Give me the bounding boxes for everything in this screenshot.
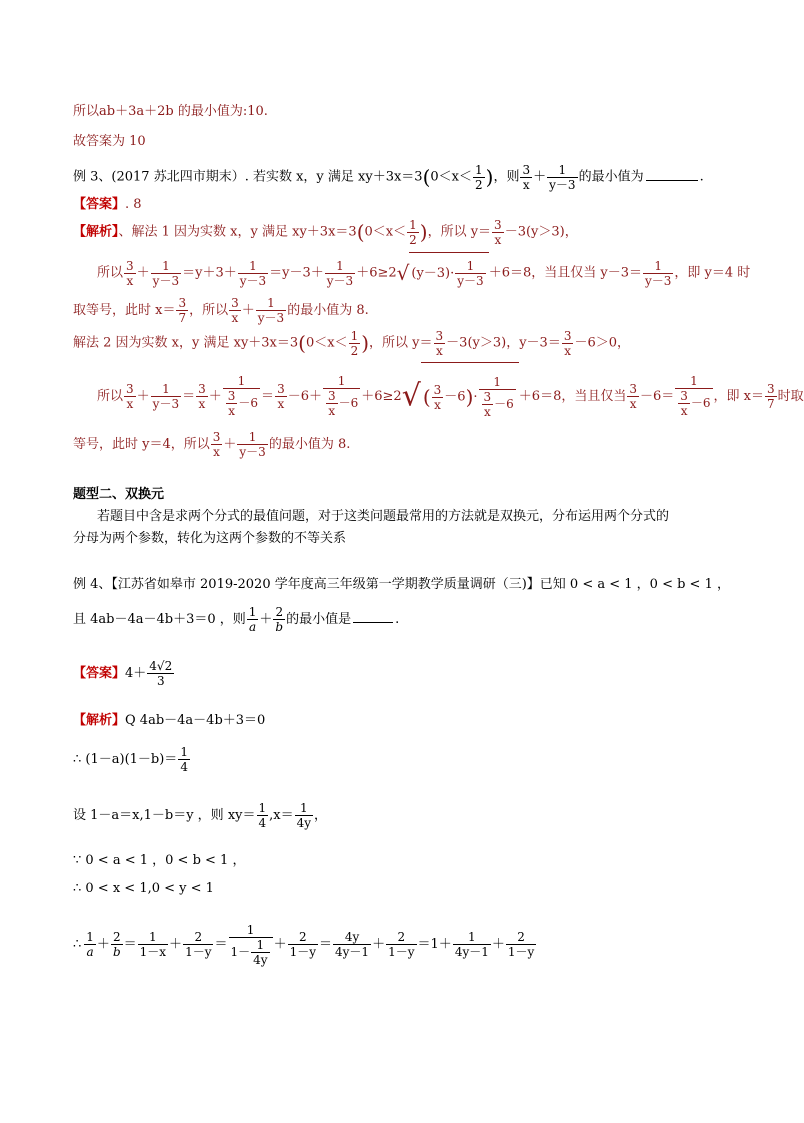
frac-1-over-3x-minus-6: 1 $\frac{3}{x}$ －6 — [323, 375, 360, 417]
plus-sign: ＋ — [136, 265, 150, 281]
analysis-label: 【解析】 — [73, 224, 119, 240]
plus-sign: ＋ — [96, 937, 110, 952]
ex3-method1-line2 — [97, 252, 750, 292]
frac-1-over-3x-minus-6: 1 $\frac{3}{x}$ －6 — [223, 375, 260, 417]
frac-1-over-y-3: $\frac{1}{y-3}$ — [645, 258, 672, 288]
plus-sign: ＋ — [223, 437, 237, 452]
frac-1-over-y-3: $\frac{1}{y-3}$ — [152, 381, 180, 411]
frac-1-over-4: $\frac{1}{4}$ — [180, 745, 188, 774]
frac-1-over-y-3: $\frac{1}{y-3}$ — [239, 258, 267, 288]
equals-sign: ＝ — [319, 937, 333, 952]
sqrt-icon: √ — [401, 378, 421, 414]
frac-2-over-1-y: $\frac{2}{1-y}$ — [388, 930, 415, 959]
ex3-method2-line1: 解法 2 因为实数 x，y 满足 xy＋3x＝3(0＜x＜ $\frac{1}{2}$ )，所以 y＝ $\frac{3}{x}$ －3(y＞3)，y－3＝ $\frac{3}{x}$ －6＞0， — [73, 328, 631, 358]
m2-b: ，所以 y＝ — [369, 335, 433, 351]
ex4-s2: ∴ (1－a)(1－b)＝ — [73, 752, 178, 767]
m2-l2-f: ＋6＝8，当且仅当 — [518, 388, 627, 404]
frac-nested-1-over-4y: 1 1－ $\frac{1}{4y}$ — [229, 924, 273, 966]
frac-answer: $\frac{4√2}{3}$ — [149, 659, 173, 688]
ex3-answer — [73, 196, 142, 214]
m2-l2-a: 所以 — [97, 388, 124, 404]
frac-1-over-4y-1: $\frac{1}{4y-1}$ — [454, 930, 489, 959]
sqrt-content: (y－3)· $\frac{1}{y-3}$ — [409, 252, 488, 294]
m2-l2-c: ＝ — [261, 388, 275, 404]
ex4-s1: Q 4ab－4a－4b＋3＝0 — [125, 713, 266, 728]
frac-3-over-x: $\frac{3}{x}$ — [126, 258, 134, 288]
m1-cond: 0＜x＜ — [364, 224, 407, 240]
ex3-method2-line3 — [73, 428, 350, 462]
ex4-answer — [73, 654, 175, 694]
ex4-analysis-line3 — [73, 796, 327, 836]
frac-1-over-a: $\frac{1}{a}$ — [86, 930, 94, 959]
ex3-head-b: ，则 — [493, 169, 520, 185]
frac-4y-over-4y-1: $\frac{4y}{4y-1}$ — [335, 930, 370, 959]
ex4-heading-line2 — [73, 600, 399, 640]
frac-3-over-x: $\frac{3}{x}$ — [231, 296, 239, 325]
plus-sign: ＋ — [169, 937, 183, 952]
m2-c: －3(y＞3)，y－3＝ — [446, 335, 561, 351]
ex4-s3-c: ， — [314, 808, 328, 823]
m1-l2-a: 所以 — [97, 265, 124, 281]
frac-3-over-7: $\frac{3}{7}$ — [178, 296, 187, 325]
frac-2-over-b: $\frac{2}{b}$ — [275, 605, 284, 634]
frac-3-over-x: $\frac{3}{x}$ — [212, 430, 221, 459]
m2-a: 解法 2 因为实数 x，y 满足 xy＋3x＝3 — [73, 335, 299, 351]
frac-1-over-y-3: $\frac{1}{y-3}$ — [239, 430, 266, 459]
sqrt-content: ( $\frac{3}{x}$ －6)· 1 $\frac{3}{x}$ －6 — [421, 362, 519, 431]
plus-sign: ＋ — [136, 388, 150, 404]
m1-c: －3(y＞3)， — [504, 224, 578, 240]
frac-1-over-y-3: $\frac{1}{y-3}$ — [257, 296, 285, 325]
m2-l3-b: 的最小值为 8. — [268, 437, 351, 452]
answer-value: . 8 — [125, 197, 142, 212]
frac-1-over-a: $\frac{1}{a}$ — [248, 605, 257, 634]
m2-d: －6＞0， — [574, 335, 631, 351]
answer-blank — [353, 622, 393, 623]
frac-half: $\frac{1}{2}$ — [409, 217, 417, 247]
ex4-analysis-line6 — [73, 912, 537, 978]
one-plus: 1＋ — [430, 937, 452, 952]
equals-sign: ＝ — [417, 937, 431, 952]
section-title: 题型二、双换元 — [73, 487, 165, 502]
frac-2-over-1-y: $\frac{2}{1-y}$ — [289, 930, 316, 959]
section-paragraph-2: 分母为两个参数，转化为这两个参数的不等关系 — [73, 531, 347, 546]
ex3-head-a: 例 3、(2017 苏北四市期末）. 若实数 x，y 满足 xy＋3x＝3 — [73, 169, 423, 185]
frac-half: $\frac{1}{2}$ — [350, 328, 359, 358]
frac-1-over-y-3: $\frac{1}{y-3}$ — [549, 162, 576, 192]
m2-l2-e: ＋6≥2 — [361, 388, 402, 404]
ex4-analysis-line2 — [73, 740, 191, 780]
frac-3-over-x: $\frac{3}{x}$ — [126, 381, 134, 411]
ex4-l2-b: 的最小值是 — [286, 612, 352, 627]
m1-l2-d: ＋6≥2 — [356, 265, 397, 281]
equals-sign: ＝ — [214, 937, 228, 952]
ex3-head-c: 的最小值为 — [578, 169, 644, 185]
ex3-method1-line3 — [73, 294, 369, 328]
ex4-s3-b: ,x＝ — [269, 808, 294, 823]
plus-sign: ＋ — [372, 937, 386, 952]
m1-l2-f: ＋6＝8，当且仅当 y－3＝ — [488, 265, 642, 281]
top-line-2: 故答案为 10 — [73, 134, 146, 149]
frac-1-over-y-3: $\frac{1}{y-3}$ — [326, 258, 354, 288]
frac-1-over-y-3: $\frac{1}{y-3}$ — [457, 259, 484, 288]
frac-1-over-3x-minus-6: 1 $\frac{3}{x}$ －6 — [675, 375, 712, 417]
frac-1-over-y-3: $\frac{1}{y-3}$ — [152, 258, 180, 288]
ex4-s3-a: 设 1－a＝x,1－b＝y ，则 xy＝ — [73, 808, 256, 823]
m2-l3-a: 等号，此时 y＝4，所以 — [73, 437, 210, 452]
frac-half: $\frac{1}{2}$ — [475, 162, 483, 192]
therefore-sign: ∴ — [73, 937, 82, 952]
plus-sign: ＋ — [491, 937, 505, 952]
analysis-label: 【解析】 — [73, 713, 126, 728]
m2-cond: 0＜x＜ — [305, 335, 348, 351]
m1-b: ，所以 y＝ — [427, 224, 492, 240]
ex4-heading: 例 4、【江苏省如皋市 2019-2020 学年度高三年级第一学期教学质量调研（三)】已知 0 < a < 1 ，0 < b < 1 ， — [73, 577, 730, 592]
frac-3-over-x: $\frac{3}{x}$ — [629, 381, 637, 411]
frac-2-over-1-y: $\frac{2}{1-y}$ — [507, 930, 535, 959]
answer-label: 【答案】 — [73, 197, 126, 212]
m1-l2-b: ＝y＋3＋ — [182, 265, 237, 281]
ex4-analysis-line5: ∴ 0 < x < 1,0 < y < 1 — [73, 881, 214, 896]
frac-2-over-1-y: $\frac{2}{1-y}$ — [185, 930, 212, 959]
ex3-method2-line2 — [97, 362, 804, 428]
plus-sign: ＋ — [259, 612, 273, 627]
m1-l3-a: 取等号，此时 x＝ — [73, 303, 176, 318]
ex4-l2-c: . — [395, 612, 400, 627]
equals-sign: ＝ — [123, 937, 137, 952]
m2-l2-i: 时取 — [777, 388, 804, 404]
m1-l2-g: ，即 y＝4 时 — [674, 265, 751, 281]
m2-l2-d: －6＋ — [287, 388, 322, 404]
section-paragraph-1: 若题目中含是求两个分式的最值问题，对于这类问题最常用的方法就是双换元，分布运用两个分式的 — [97, 509, 670, 524]
frac-3-over-7: $\frac{3}{7}$ — [767, 381, 775, 411]
frac-3-over-x: $\frac{3}{x}$ — [435, 328, 444, 358]
frac-1-over-4y: $\frac{1}{4y}$ — [296, 801, 312, 830]
answer-value: 4＋ — [125, 666, 147, 681]
top-line-1: 所以ab＋3a＋2b 的最小值为:10. — [73, 104, 268, 119]
m2-l2-b: ＝ — [182, 388, 196, 404]
frac-3-over-x: $\frac{3}{x}$ — [198, 381, 206, 411]
ex3-heading — [73, 160, 704, 194]
m2-l2-g: －6＝ — [639, 388, 675, 404]
frac-3-over-x: $\frac{3}{x}$ — [277, 381, 285, 411]
plus-sign: ＋ — [241, 303, 255, 318]
ex4-l2-a: 且 4ab－4a－4b＋3＝0 ，则 — [73, 612, 246, 627]
ex4-analysis-line1 — [73, 712, 265, 730]
plus-sign: ＋ — [208, 388, 222, 404]
m1-l2-c: ＝y－3＋ — [269, 265, 324, 281]
paren-open: ( — [422, 165, 431, 189]
frac-3-over-x: $\frac{3}{x}$ — [563, 328, 572, 358]
frac-2-over-b: $\frac{2}{b}$ — [112, 930, 121, 959]
ex4-analysis-line4: ∵ 0 < a < 1 ，0 < b < 1 ， — [73, 853, 246, 868]
m1-l3-c: 的最小值为 8. — [287, 303, 369, 318]
m1-a: 、解法 1 因为实数 x，y 满足 xy＋3x＝3 — [118, 224, 357, 240]
frac-1-over-4: $\frac{1}{4}$ — [258, 801, 267, 830]
ex3-head-end: . — [699, 169, 704, 185]
m2-l2-h: ，即 x＝ — [713, 388, 765, 404]
frac-3-over-x: $\frac{3}{x}$ — [522, 162, 531, 192]
plus-sign: ＋ — [273, 937, 287, 952]
paren-close: ) — [485, 165, 494, 189]
answer-label: 【答案】 — [73, 666, 126, 681]
ex3-cond: 0＜x＜ — [430, 169, 473, 185]
answer-blank — [646, 180, 698, 181]
plus-sign: ＋ — [533, 169, 547, 185]
sqrt-icon: √ — [396, 261, 410, 285]
frac-1-over-1-x: $\frac{1}{1-x}$ — [139, 930, 167, 959]
ex3-method1-line1: 【解析】、解法 1 因为实数 x，y 满足 xy＋3x＝3(0＜x＜ $\frac{1}{2}$ )，所以 y＝ $\frac{3}{x}$ －3(y＞3)， — [73, 217, 578, 247]
frac-3-over-x: $\frac{3}{x}$ — [494, 217, 502, 247]
m1-l3-b: ，所以 — [189, 303, 229, 318]
